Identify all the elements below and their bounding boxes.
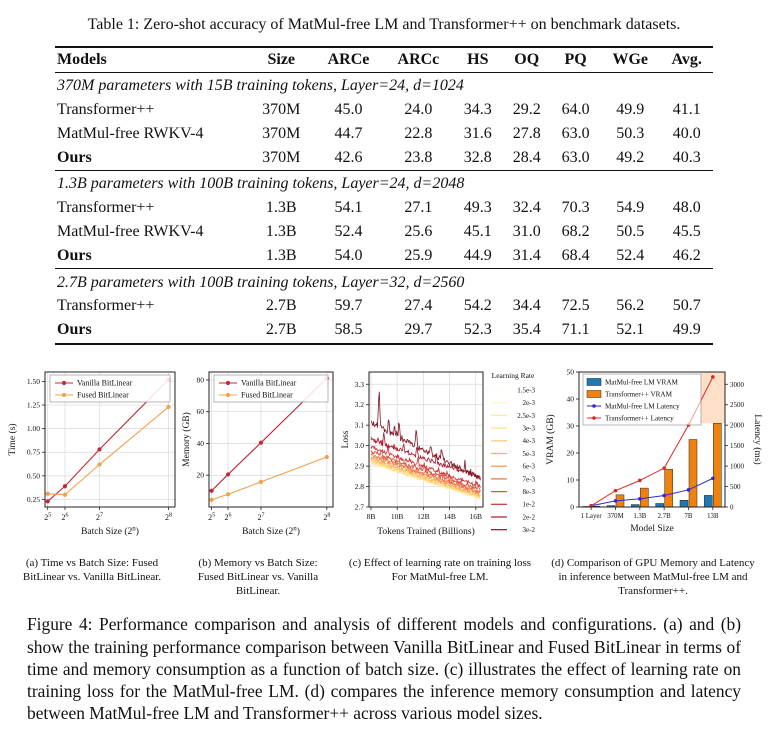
table-row [55, 146, 713, 170]
value-cell: 23.8 [404, 148, 433, 166]
svg-text:28: $2^8$ [323, 512, 331, 522]
svg-text:10: 10 [566, 475, 574, 485]
value-cell: 49.9 [616, 101, 645, 119]
svg-text:40: 40 [196, 438, 204, 448]
value-cell: 68.4 [561, 246, 590, 264]
value-cell: 34.3 [463, 101, 492, 119]
svg-text:1000: 1000 [730, 462, 744, 471]
table-header [55, 47, 713, 72]
value-cell: 2.7B [265, 321, 297, 339]
column-header: OQ [514, 50, 540, 68]
chart-vram-latency [543, 363, 763, 556]
value-cell: 41.1 [672, 101, 701, 119]
svg-text:6e-3: 6e-3 [522, 462, 535, 471]
value-cell: 71.1 [561, 321, 590, 339]
svg-text:500: 500 [730, 482, 741, 491]
value-cell: 63.0 [561, 124, 590, 142]
y-axis-label: Loss [341, 430, 351, 449]
svg-text:Vanilla BitLinear: Vanilla BitLinear [77, 378, 133, 388]
value-cell: 70.3 [561, 199, 590, 217]
value-cell: 1.3B [265, 223, 297, 241]
svg-text:2e-3: 2e-3 [522, 398, 535, 407]
value-cell: 1.3B [265, 246, 297, 264]
table-header-row [55, 47, 713, 72]
subcaption-row [0, 556, 768, 599]
value-cell: 50.7 [672, 297, 701, 315]
svg-text:8B: 8B [366, 511, 376, 521]
column-header: Size [267, 50, 296, 68]
svg-text:2.7: 2.7 [354, 502, 364, 512]
y-axis-label: Time (s) [8, 423, 18, 456]
value-cell: 49.9 [672, 321, 701, 339]
table-row [55, 244, 713, 268]
svg-text:1.00: 1.00 [26, 423, 40, 433]
svg-text:16B: 16B [469, 511, 483, 521]
model-name-cell: MatMul-free RWKV-4 [57, 124, 204, 142]
model-name-cell: MatMul-free RWKV-4 [57, 223, 204, 241]
model-name-cell: Transformer++ [57, 199, 155, 217]
table-group-header [55, 170, 713, 196]
value-cell: 45.0 [334, 101, 363, 119]
svg-text:50: 50 [566, 367, 574, 377]
svg-text:3e-2: 3e-2 [522, 525, 535, 534]
subcaption-b: (b) Memory vs Batch Size: Fused BitLinear vs. Vanilla BitLinear. [197, 556, 319, 598]
value-cell: 49.2 [616, 148, 645, 166]
value-cell: 31.6 [463, 124, 492, 142]
svg-text:30: 30 [566, 421, 574, 431]
svg-text:Transformer++ Latency: Transformer++ Latency [605, 414, 674, 423]
value-cell: 54.9 [616, 199, 645, 217]
value-cell: 27.4 [404, 297, 433, 315]
chart-svg-a [5, 363, 179, 551]
value-cell: 2.7B [265, 297, 297, 315]
svg-text:1.3B: 1.3B [633, 512, 647, 520]
value-cell: 48.0 [672, 199, 701, 217]
value-cell: 25.6 [404, 223, 433, 241]
chart-memory-vs-batch-size [179, 363, 337, 556]
x-axis-label: Tokens Trained (Billions) [377, 526, 475, 537]
value-cell: 29.7 [404, 321, 433, 339]
value-cell: 54.2 [463, 297, 492, 315]
value-cell: 45.1 [463, 223, 492, 241]
value-cell: 54.0 [334, 246, 363, 264]
svg-text:0.75: 0.75 [26, 447, 40, 457]
y-axis-label: VRAM (GB) [546, 413, 556, 465]
value-cell: 22.8 [404, 124, 433, 142]
value-cell: 370M [262, 124, 301, 142]
x-axis-label: Batch Size (2$^n$) [81, 524, 139, 537]
model-name-cell: Transformer++ [57, 101, 155, 119]
value-cell: 52.4 [334, 223, 363, 241]
svg-text:27: $2^7$ [257, 512, 265, 522]
legend-title: Learning Rate [491, 370, 535, 380]
value-cell: 32.8 [463, 148, 492, 166]
svg-text:28: $2^8$ [165, 512, 173, 522]
value-cell: 28.4 [512, 148, 541, 166]
svg-text:7B: 7B [684, 512, 693, 520]
value-cell: 52.3 [463, 321, 492, 339]
value-cell: 54.1 [334, 199, 363, 217]
svg-text:3.3: 3.3 [354, 379, 364, 389]
svg-text:5e-3: 5e-3 [522, 449, 535, 458]
value-cell: 49.3 [463, 199, 492, 217]
chart-time-vs-batch-size [5, 363, 179, 556]
model-name-cell: Ours [57, 246, 92, 264]
value-cell: 40.0 [672, 124, 701, 142]
svg-text:2.5e-3: 2.5e-3 [517, 411, 535, 420]
group-header-text: 1.3B parameters with 100B training tokens, Layer=24, d=2048 [55, 170, 713, 196]
value-cell: 59.7 [334, 297, 363, 315]
svg-text:27: $2^7$ [95, 512, 103, 522]
svg-text:7e-3: 7e-3 [522, 474, 535, 483]
bars-group [583, 423, 722, 507]
svg-text:1.25: 1.25 [26, 400, 40, 410]
model-name-cell: Ours [57, 148, 92, 166]
group-header-text: 2.7B parameters with 100B training tokens, Layer=32, d=2560 [55, 269, 713, 295]
table-group-header [55, 72, 713, 98]
legend [583, 374, 701, 425]
svg-text:3.2: 3.2 [354, 399, 364, 409]
svg-text:26: $2^6$ [224, 512, 232, 522]
svg-text:10B: 10B [390, 511, 404, 521]
svg-text:0: 0 [570, 502, 574, 512]
column-header: ARCc [397, 50, 440, 68]
subcaption-c: (c) Effect of learning rate on training loss For MatMul-free LM. [348, 556, 532, 583]
column-header: WGe [612, 50, 649, 68]
model-name-cell: Ours [57, 321, 92, 339]
svg-text:20: 20 [196, 470, 204, 480]
value-cell: 31.0 [512, 223, 541, 241]
value-cell: 27.1 [404, 199, 433, 217]
value-cell: 29.2 [512, 101, 541, 119]
value-cell: 44.7 [334, 124, 363, 142]
svg-text:3000: 3000 [730, 380, 744, 389]
value-cell: 52.1 [616, 321, 645, 339]
value-cell: 58.5 [334, 321, 363, 339]
table-row [55, 221, 713, 245]
svg-text:Fused BitLinear: Fused BitLinear [77, 390, 129, 400]
value-cell: 27.8 [512, 124, 541, 142]
svg-text:26: $2^6$ [61, 512, 69, 522]
value-cell: 56.2 [616, 297, 645, 315]
svg-text:2000: 2000 [730, 421, 744, 430]
value-cell: 46.2 [672, 246, 701, 264]
subcaption-a: (a) Time vs Batch Size: Fused BitLinear vs. Vanilla BitLinear. [22, 556, 162, 583]
svg-text:0: 0 [730, 503, 734, 512]
svg-text:8e-3: 8e-3 [522, 487, 535, 496]
column-header: PQ [564, 50, 587, 68]
svg-text:3e-3: 3e-3 [522, 424, 535, 433]
value-cell: 50.3 [616, 124, 645, 142]
results-table [55, 46, 713, 345]
value-cell: 44.9 [463, 246, 492, 264]
svg-text:80: 80 [196, 375, 204, 385]
value-cell: 31.4 [512, 246, 541, 264]
svg-text:40: 40 [566, 394, 574, 404]
subcaption-d: (d) Comparison of GPU Memory and Latency in inference between MatMul-free LM and Transformer++. [551, 556, 755, 598]
value-cell: 52.4 [616, 246, 645, 264]
svg-text:1 Layer: 1 Layer [580, 512, 602, 520]
value-cell: 63.0 [561, 148, 590, 166]
chart-svg-c [337, 363, 543, 551]
svg-text:3.1: 3.1 [354, 420, 364, 430]
svg-text:25: $2^5$ [44, 512, 52, 522]
table-body [55, 72, 713, 343]
table-row [55, 319, 713, 344]
value-cell: 45.5 [672, 223, 701, 241]
figure-caption: Figure 4: Performance comparison and analysis of different models and configurations. (a) and (b) show the training performance comparison between Vanilla BitLinear and Fused BitLinear in terms of time and memory consumption as a function of batch size. (c) illustrates the effect of learning rate on training loss for the MatMul-free LM. (d) compares the inference memory consumption and latency between MatMul-free LM and Transformer++ across various model sizes. [27, 614, 741, 723]
svg-text:MatMul-free LM VRAM: MatMul-free LM VRAM [605, 378, 678, 387]
svg-text:2e-2: 2e-2 [522, 512, 535, 521]
svg-text:0.50: 0.50 [26, 470, 40, 480]
svg-text:1.50: 1.50 [26, 376, 40, 386]
value-cell: 34.4 [512, 297, 541, 315]
x-axis-label: Model Size [630, 523, 674, 534]
chart-loss-vs-tokens [337, 363, 543, 556]
column-header: ARCe [327, 50, 370, 68]
oom-highlight-band [701, 372, 725, 423]
column-header: HS [467, 50, 489, 68]
value-cell: 1.3B [265, 199, 297, 217]
column-header: Avg. [671, 50, 702, 68]
legend [214, 375, 328, 402]
value-cell: 35.4 [512, 321, 541, 339]
svg-text:2.7B: 2.7B [657, 512, 671, 520]
value-cell: 25.9 [404, 246, 433, 264]
svg-text:12B: 12B [417, 511, 430, 521]
model-name-cell: Transformer++ [57, 297, 155, 315]
column-header: Models [57, 50, 107, 68]
x-axis-label: Batch Size (2$^n$) [242, 524, 300, 537]
legend [50, 375, 170, 402]
svg-text:Fused BitLinear: Fused BitLinear [241, 390, 293, 400]
chart-svg-b [179, 363, 337, 551]
table-row [55, 295, 713, 319]
svg-text:1e-2: 1e-2 [522, 500, 535, 509]
svg-text:2.8: 2.8 [354, 481, 364, 491]
value-cell: 68.2 [561, 223, 590, 241]
value-cell: 42.6 [334, 148, 363, 166]
table-row [55, 197, 713, 221]
svg-text:Vanilla BitLinear: Vanilla BitLinear [241, 378, 297, 388]
svg-text:25: $2^5$ [208, 512, 216, 522]
y-axis-label-right: Latency (ms) [752, 413, 762, 465]
value-cell: 40.3 [672, 148, 701, 166]
table-caption: Table 1: Zero-shot accuracy of MatMul-free LM and Transformer++ on benchmark datasets. [87, 16, 681, 33]
value-cell: 24.0 [404, 101, 433, 119]
svg-text:Transformer++ VRAM: Transformer++ VRAM [605, 390, 673, 399]
table-row [55, 122, 713, 146]
svg-text:2500: 2500 [730, 400, 744, 409]
svg-text:1.5e-3: 1.5e-3 [517, 385, 535, 394]
svg-text:4e-3: 4e-3 [522, 436, 535, 445]
value-cell: 32.4 [512, 199, 541, 217]
svg-text:1500: 1500 [730, 441, 744, 450]
svg-text:370M: 370M [607, 512, 624, 520]
value-cell: 50.5 [616, 223, 645, 241]
value-cell: 370M [262, 101, 301, 119]
svg-text:13B: 13B [707, 512, 719, 520]
chart-svg-d [543, 363, 763, 551]
svg-text:20: 20 [566, 448, 574, 458]
paper-page [0, 16, 768, 724]
table-group-header [55, 269, 713, 295]
y-axis-label: Memory (GB) [182, 411, 192, 467]
value-cell: 370M [262, 148, 301, 166]
svg-text:MatMul-free LM Latency: MatMul-free LM Latency [605, 402, 680, 411]
svg-text:2.9: 2.9 [354, 461, 364, 471]
learning-rate-legend [491, 371, 535, 534]
svg-text:14B: 14B [443, 511, 456, 521]
table-row [55, 99, 713, 123]
value-cell: 64.0 [561, 101, 590, 119]
svg-text:60: 60 [196, 406, 204, 416]
svg-text:3.0: 3.0 [354, 440, 364, 450]
group-header-text: 370M parameters with 15B training tokens, Layer=24, d=1024 [55, 72, 713, 98]
value-cell: 72.5 [561, 297, 590, 315]
figure-panels [0, 363, 768, 556]
svg-text:0.25: 0.25 [26, 494, 40, 504]
